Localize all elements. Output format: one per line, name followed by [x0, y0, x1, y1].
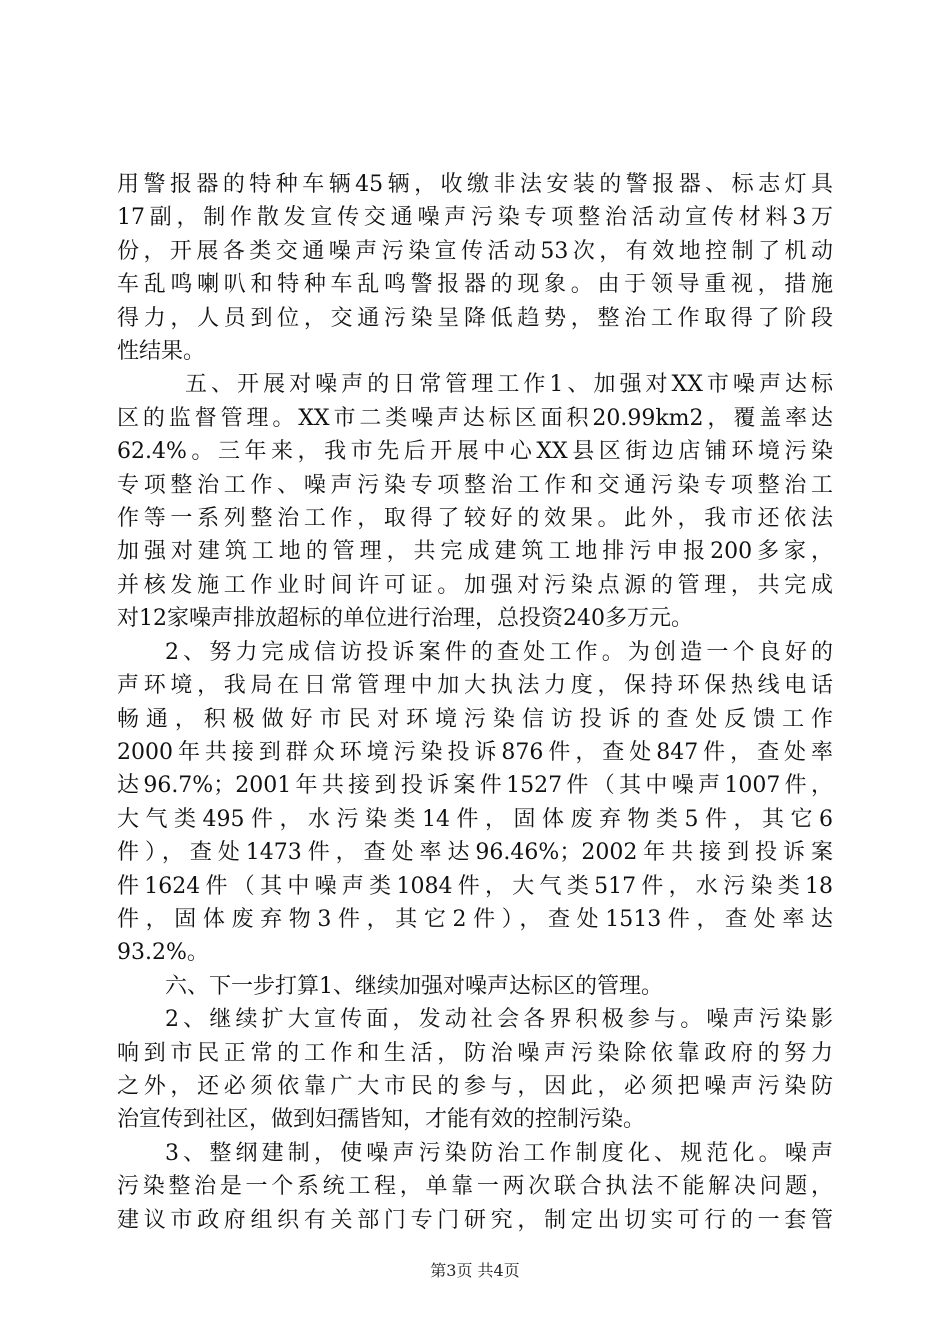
text-line: 污染整治是一个系统工程，单靠一两次联合执法不能解决问题， [117, 1174, 833, 1200]
section-heading-5: 五、开展对噪声的日常管理工作1、加强对XX市噪声达标 [185, 372, 833, 398]
text-line: 得力，人员到位，交通污染呈降低趋势，整治工作取得了阶段 [117, 305, 833, 331]
text-line: 区的监督管理。XX市二类噪声达标区面积20.99km2，覆盖率达 [117, 405, 833, 431]
text-line: 车乱鸣喇叭和特种车乱鸣警报器的现象。由于领导重视，措施 [117, 272, 833, 298]
text-line: 件，固体废弃物3件，其它2件），查处1513件，查处率达 [117, 906, 833, 932]
text-line: 17副，制作散发宣传交通噪声污染专项整治活动宣传材料3万 [117, 205, 833, 231]
section-heading-6: 六、下一步打算1、继续加强对噪声达标区的管理。 [165, 973, 663, 999]
text-line: 建议市政府组织有关部门专门研究，制定出切实可行的一套管 [117, 1207, 833, 1233]
text-line: 2、努力完成信访投诉案件的查处工作。为创造一个良好的 [165, 639, 833, 665]
text-line: 声环境，我局在日常管理中加大执法力度，保持环保热线电话 [117, 673, 833, 699]
text-line: 治宣传到社区，做到妇孺皆知，才能有效的控制污染。 [117, 1107, 646, 1133]
text-line: 达96.7%；2001年共接到投诉案件1527件（其中噪声1007件， [117, 773, 833, 799]
text-line: 件），查处1473件，查处率达96.46%；2002年共接到投诉案 [117, 840, 833, 866]
text-line: 加强对建筑工地的管理，共完成建筑工地排污申报200多家， [117, 539, 833, 565]
text-line: 62.4%。三年来，我市先后开展中心XX县区街边店铺环境污染 [117, 439, 833, 465]
page-number-footer: 第3页 共4页 [430, 1261, 520, 1280]
text-line: 用警报器的特种车辆45辆，收缴非法安装的警报器、标志灯具 [117, 172, 833, 197]
text-line: 响到市民正常的工作和生活，防治噪声污染除依靠政府的努力 [117, 1040, 833, 1066]
text-line: 大气类495件，水污染类14件，固体废弃物类5件，其它6 [117, 806, 833, 832]
text-line: 件1624件（其中噪声类1084件，大气类517件，水污染类18 [117, 873, 833, 899]
text-line: 专项整治工作、噪声污染专项整治工作和交通污染专项整治工 [117, 472, 833, 498]
text-line: 之外，还必须依靠广大市民的参与，因此，必须把噪声污染防 [117, 1073, 833, 1099]
text-line: 2000年共接到群众环境污染投诉876件，查处847件，查处率 [117, 739, 833, 765]
text-line: 性结果。 [117, 339, 206, 365]
text-line: 93.2%。 [117, 940, 209, 966]
text-line: 2、继续扩大宣传面，发动社会各界积极参与。噪声污染影 [165, 1007, 833, 1033]
text-line: 作等一系列整治工作，取得了较好的效果。此外，我市还依法 [117, 506, 833, 532]
text-line: 3、整纲建制，使噪声污染防治工作制度化、规范化。噪声 [165, 1140, 833, 1166]
text-line: 畅通，积极做好市民对环境污染信访投诉的查处反馈工作 [117, 706, 833, 732]
text-line: 对12家噪声排放超标的单位进行治理，总投资240多万元。 [117, 606, 693, 632]
text-line: 份，开展各类交通噪声污染宣传活动53次，有效地控制了机动 [117, 238, 833, 264]
text-line: 并核发施工作业时间许可证。加强对污染点源的管理，共完成 [117, 572, 833, 598]
document-body [117, 168, 833, 1237]
